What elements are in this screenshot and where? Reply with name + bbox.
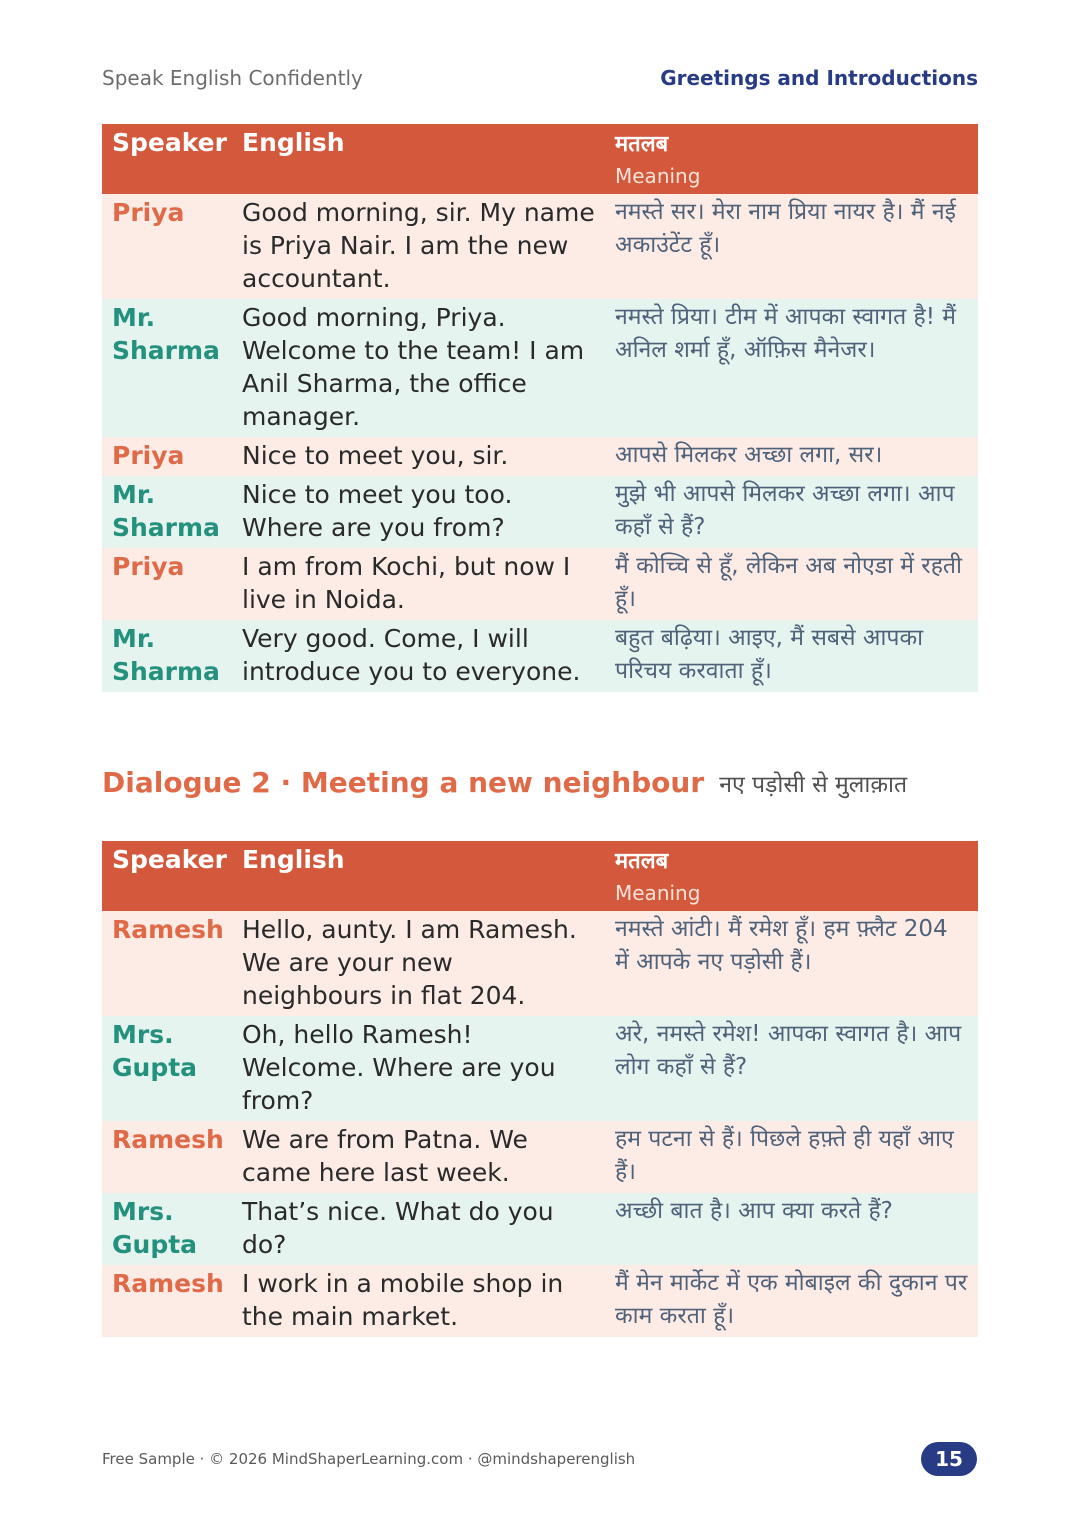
english-cell: Oh, hello Ramesh! Welcome. Where are you from? (232, 1016, 605, 1121)
col-header-meaning (605, 124, 978, 194)
dialogue-1-table (102, 124, 978, 692)
hindi-cell: अरे, नमस्ते रमेश! आपका स्वागत है। आप लोग कहाँ से हैं? (605, 1016, 978, 1121)
speaker-cell: Mr. Sharma (102, 299, 232, 437)
english-cell: That’s nice. What do you do? (232, 1193, 605, 1265)
footer-text: Free Sample · © 2026 MindShaperLearning.com · @mindshaperenglish (102, 1450, 636, 1468)
dialogue-2-title-hindi: नए पड़ोसी से मुलाक़ात (719, 772, 908, 798)
table-header-row (102, 841, 978, 911)
col-header-english: English (232, 124, 605, 194)
hindi-cell: मैं कोच्चि से हूँ, लेकिन अब नोएडा में रहती हूँ। (605, 548, 978, 620)
table-header-row (102, 124, 978, 194)
hindi-cell: नमस्ते प्रिया। टीम में आपका स्वागत है! मैं अनिल शर्मा हूँ, ऑफ़िस मैनेजर। (605, 299, 978, 437)
col-header-speaker: Speaker (102, 124, 232, 194)
dialogue-2-title: Dialogue 2 · Meeting a new neighbour (102, 766, 705, 799)
col-header-meaning-english: Meaning (615, 164, 701, 188)
english-cell: Nice to meet you too. Where are you from? (232, 476, 605, 548)
english-cell: Very good. Come, I will introduce you to everyone. (232, 620, 605, 692)
table-row (102, 437, 978, 476)
dialogue-2-table (102, 841, 978, 1337)
hindi-cell: नमस्ते आंटी। मैं रमेश हूँ। हम फ़्लैट 204 में आपके नए पड़ोसी हैं। (605, 911, 978, 1016)
table-row (102, 1193, 978, 1265)
speaker-cell: Ramesh (102, 1265, 232, 1337)
hindi-cell: मैं मेन मार्केट में एक मोबाइल की दुकान पर काम करता हूँ। (605, 1265, 978, 1337)
speaker-cell: Mrs. Gupta (102, 1016, 232, 1121)
col-header-speaker: Speaker (102, 841, 232, 911)
table-row (102, 299, 978, 437)
running-header-chapter: Greetings and Introductions (660, 66, 978, 90)
hindi-cell: अच्छी बात है। आप क्या करते हैं? (605, 1193, 978, 1265)
english-cell: Good morning, Priya. Welcome to the team! I am Anil Sharma, the office manager. (232, 299, 605, 437)
table-row (102, 620, 978, 692)
speaker-cell: Mrs. Gupta (102, 1193, 232, 1265)
speaker-cell: Mr. Sharma (102, 620, 232, 692)
running-header-title: Speak English Confidently (102, 66, 363, 90)
english-cell: Good morning, sir. My name is Priya Nair. I am the new accountant. (232, 194, 605, 299)
hindi-cell: हम पटना से हैं। पिछले हफ़्ते ही यहाँ आए हैं। (605, 1121, 978, 1193)
table-row (102, 1265, 978, 1337)
english-cell: Nice to meet you, sir. (232, 437, 605, 476)
table-row (102, 194, 978, 299)
english-cell: I work in a mobile shop in the main market. (232, 1265, 605, 1337)
col-header-meaning-hindi: मतलब (615, 132, 669, 157)
col-header-meaning (605, 841, 978, 911)
english-cell: We are from Patna. We came here last week. (232, 1121, 605, 1193)
speaker-cell: Ramesh (102, 911, 232, 1016)
table-row (102, 548, 978, 620)
speaker-cell: Priya (102, 548, 232, 620)
speaker-cell: Ramesh (102, 1121, 232, 1193)
col-header-meaning-english: Meaning (615, 881, 701, 905)
speaker-cell: Priya (102, 194, 232, 299)
english-cell: Hello, aunty. I am Ramesh. We are your new neighbours in flat 204. (232, 911, 605, 1016)
hindi-cell: मुझे भी आपसे मिलकर अच्छा लगा। आप कहाँ से हैं? (605, 476, 978, 548)
col-header-english: English (232, 841, 605, 911)
english-cell: I am from Kochi, but now I live in Noida. (232, 548, 605, 620)
table-row (102, 476, 978, 548)
page-number-badge: 15 (921, 1442, 977, 1476)
hindi-cell: नमस्ते सर। मेरा नाम प्रिया नायर है। मैं नई अकाउंटेंट हूँ। (605, 194, 978, 299)
dialogue-2-heading (102, 766, 907, 799)
table-row (102, 1121, 978, 1193)
speaker-cell: Mr. Sharma (102, 476, 232, 548)
col-header-meaning-hindi: मतलब (615, 849, 669, 874)
hindi-cell: आपसे मिलकर अच्छा लगा, सर। (605, 437, 978, 476)
table-row (102, 1016, 978, 1121)
speaker-cell: Priya (102, 437, 232, 476)
table-row (102, 911, 978, 1016)
hindi-cell: बहुत बढ़िया। आइए, मैं सबसे आपका परिचय करवाता हूँ। (605, 620, 978, 692)
